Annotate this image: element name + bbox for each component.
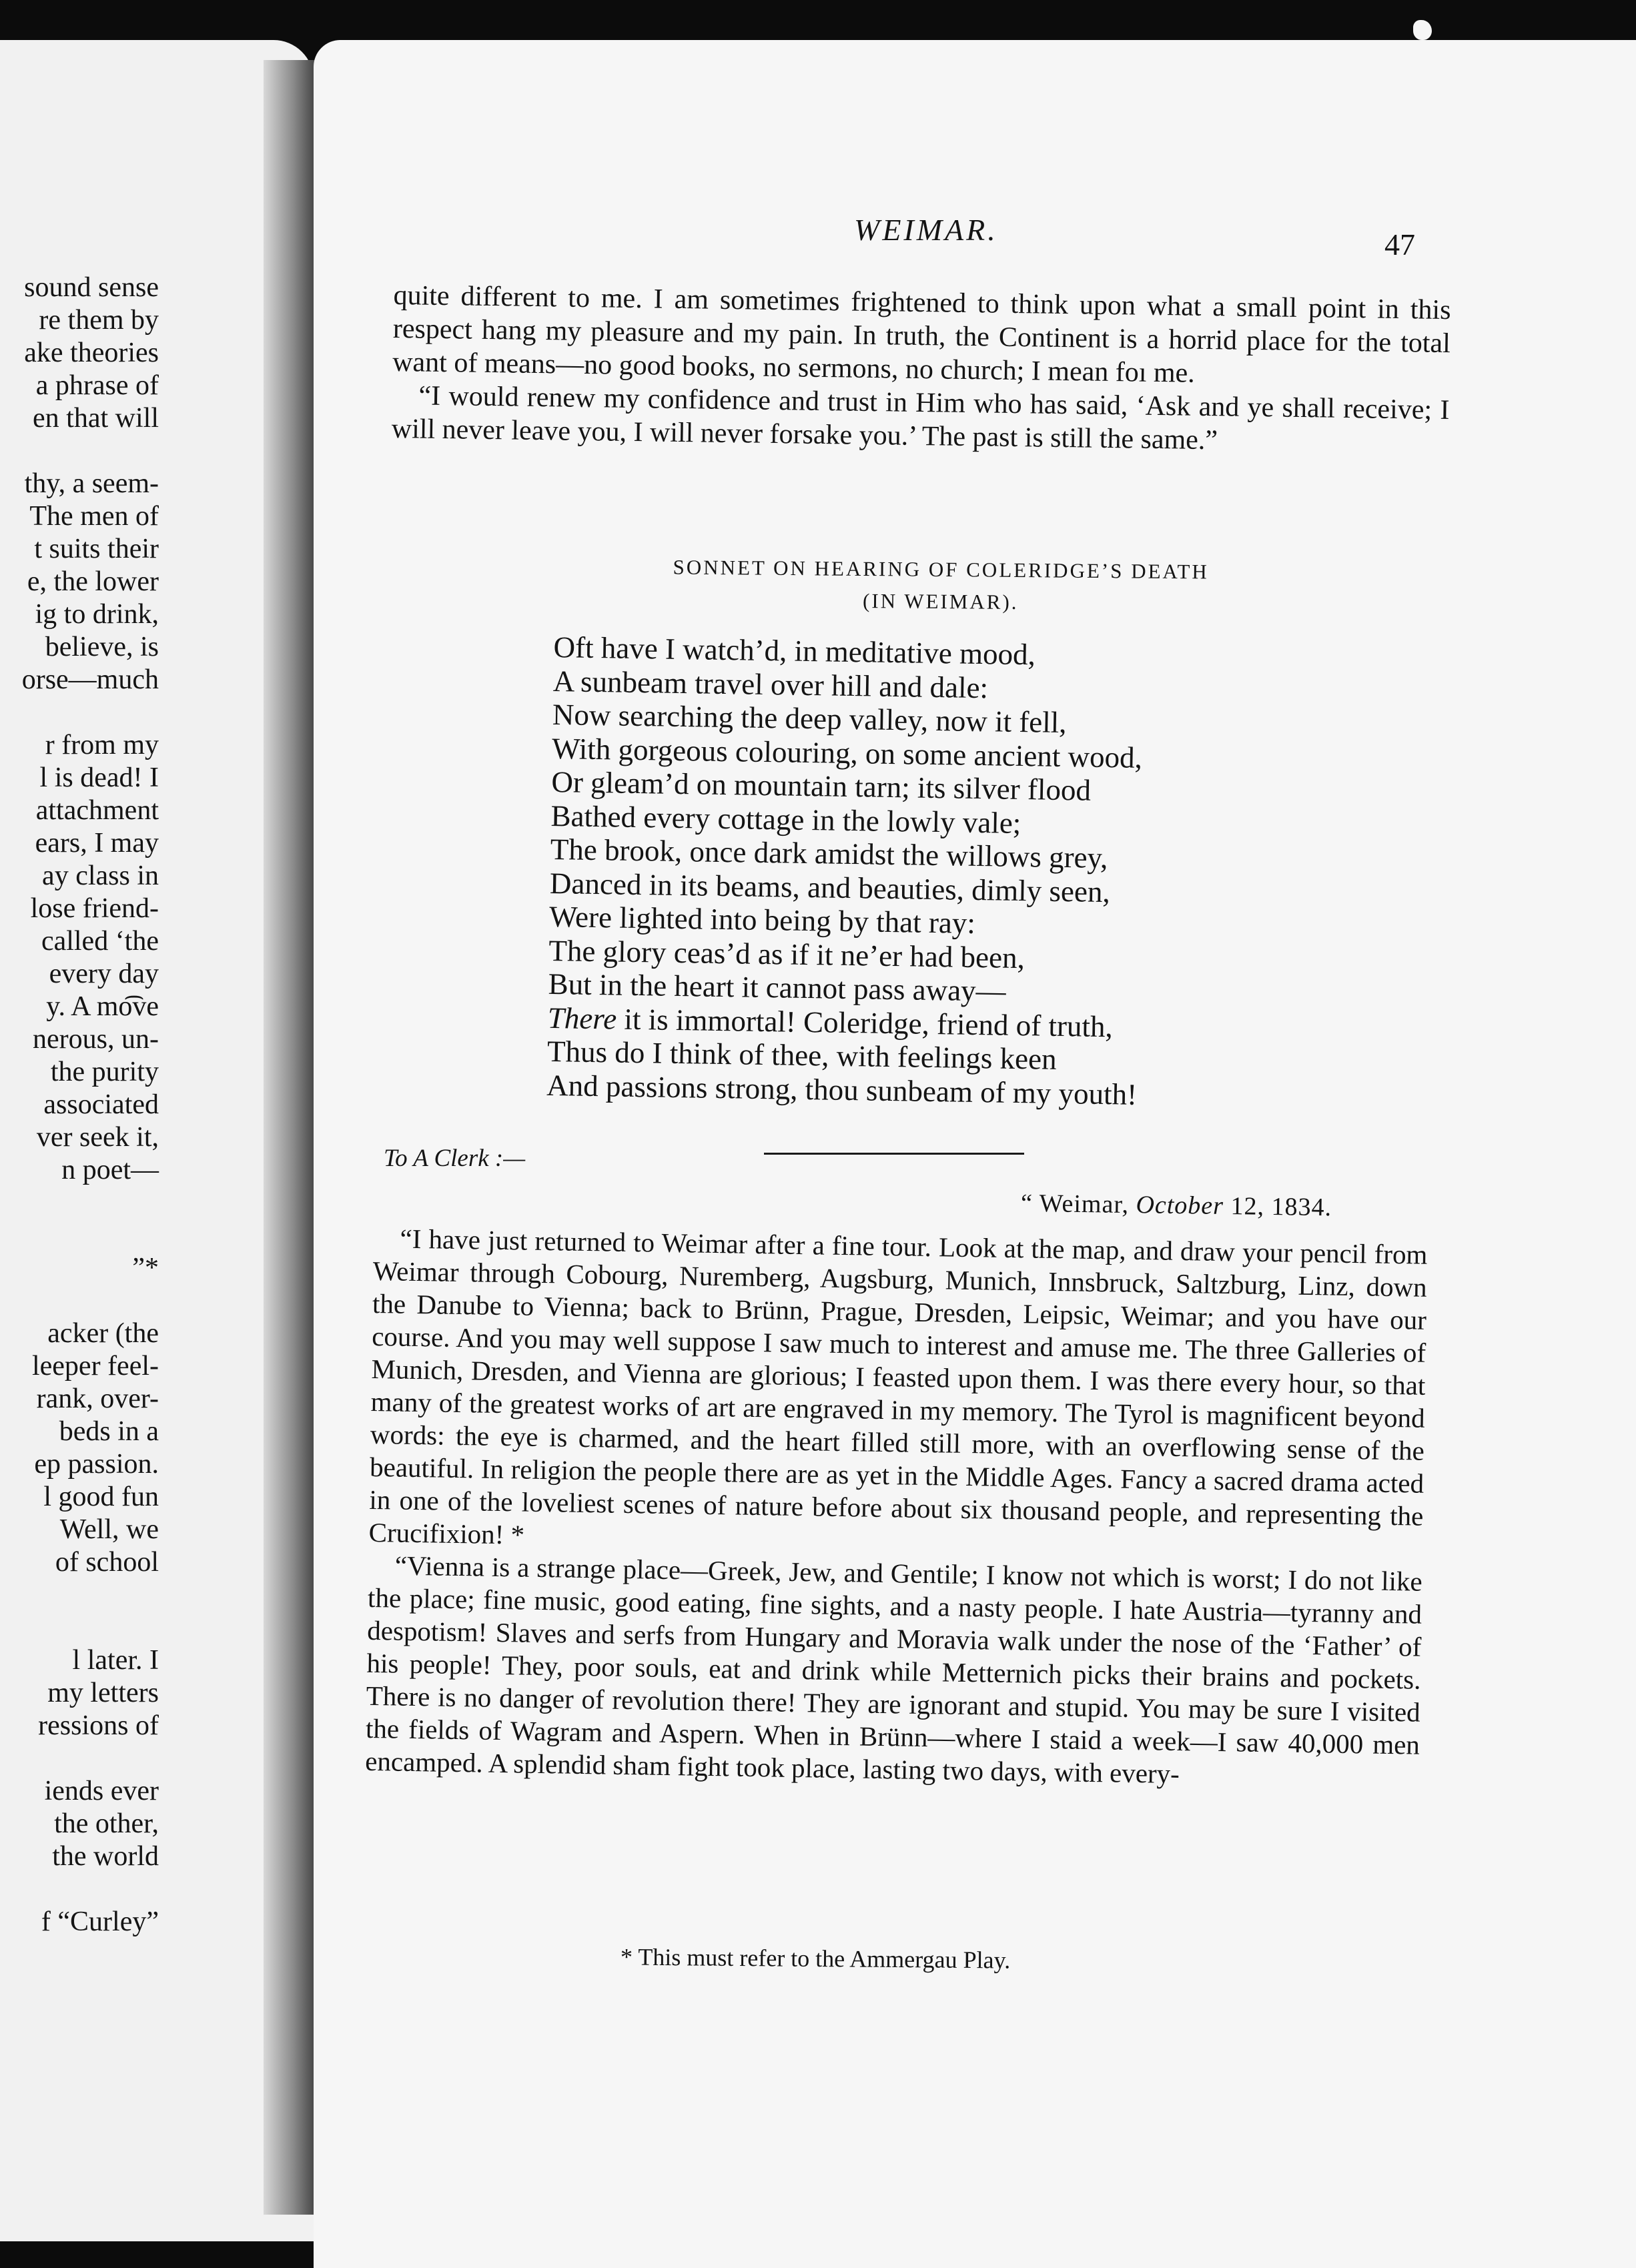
footnote: * This must refer to the Ammergau Play. <box>620 1943 1011 1974</box>
left-page-line: associated <box>43 1089 159 1120</box>
poem-line: But in the heart it cannot pass away— <box>548 967 1007 1008</box>
left-page-line: attachment <box>35 795 159 826</box>
left-page-line: ver seek it, <box>36 1122 159 1153</box>
opening-paragraphs <box>392 279 1451 460</box>
poem-line: Were lighted into being by that ray: <box>548 899 976 940</box>
letter-paragraph: “Vienna is a strange place—Greek, Jew, and Gentile; I know not which is worst; I do not like the place; fine music, good eating, fine sights, and a nasty people. I hate Austria—tyranny and despotism! Slaves and serfs from Hungary and Moravia walk under the nose of the ‘Father’ of his people! They, poor souls, eat and drink while Metternich picks their brains and pockets. There is no danger of revolution there! They are ignorant and stupid. You may be sure I visited the fields of Wagram and Aspern. When in Brünn—where I staid a week—I saw 40,000 men encamped. A splendid sham fight took place, lasting two days, with every- <box>364 1550 1423 1790</box>
left-page-line: ig to drink, <box>35 599 159 630</box>
left-page-line: en that will <box>33 403 159 434</box>
left-page-line: beds in a <box>59 1416 159 1447</box>
poem-line: Now searching the deep valley, now it fell, <box>552 697 1067 740</box>
left-page-line: r from my <box>45 730 159 760</box>
left-page-line: every day <box>49 959 159 989</box>
left-page-line: the purity <box>50 1057 159 1087</box>
poem-line: Or gleam’d on mountain tarn; its silver flood <box>551 764 1092 807</box>
dateline-rest: 12, 1834. <box>1223 1191 1332 1222</box>
poem-italic-word: There <box>547 1001 617 1036</box>
left-page-line: thy, a seem- <box>24 468 159 499</box>
poem-line: The brook, once dark amidst the willows grey, <box>550 832 1108 875</box>
letter-body <box>365 1222 1428 1794</box>
sonnet-title <box>580 550 1302 620</box>
left-page-line: ake theories <box>24 338 159 368</box>
poem-line: And passions strong, thou sunbeam of my youth! <box>546 1068 1138 1111</box>
left-page-line: l is dead! I <box>39 762 159 793</box>
poem-line: Bathed every cottage in the lowly vale; <box>550 798 1021 840</box>
dateline-month: October <box>1136 1191 1224 1220</box>
left-page-line: ep passion. <box>34 1449 159 1480</box>
left-page-line: f “Curley” <box>41 1906 159 1937</box>
paragraph: “I would renew my confidence and trust in Him who has said, ‘Ask and ye shall receive; I will never leave you, I will never forsake you.’ The past is still the same.” <box>391 380 1450 456</box>
left-page-line: a phrase of <box>35 370 159 401</box>
sonnet-title-line: (IN WEIMAR). <box>862 588 1019 614</box>
left-page-line: ”* <box>132 1253 159 1283</box>
left-page-line: believe, is <box>45 632 159 662</box>
poem-line-rest: it is immortal! Coleridge, friend of truth, <box>616 1002 1114 1043</box>
left-page-line: The men of <box>29 501 159 532</box>
running-title: WEIMAR. <box>854 213 998 247</box>
left-page-line: orse—much <box>21 664 159 695</box>
left-page-line: Well, we <box>59 1514 159 1545</box>
poem-line: The glory ceas’d as if it ne’er had been, <box>548 933 1026 975</box>
poem-line: A sunbeam travel over hill and dale: <box>552 664 989 704</box>
left-page-line: ears, I may <box>35 828 159 859</box>
left-page-line: rank, over- <box>36 1383 159 1414</box>
poem-line: Danced in its beams, and beauties, dimly seen, <box>549 866 1111 909</box>
left-page-line: iends ever <box>44 1776 159 1806</box>
left-page-line: l later. I <box>72 1645 159 1676</box>
sonnet-title-line: SONNET ON HEARING OF COLERIDGE’S DEATH <box>673 555 1209 584</box>
left-page-line: acker (the <box>47 1318 159 1349</box>
section-rule <box>764 1153 1024 1155</box>
left-page-line: of school <box>55 1547 159 1578</box>
left-page-line: ay class in <box>42 861 159 891</box>
letter-dateline <box>1021 1189 1332 1223</box>
left-page-line: the other, <box>54 1808 159 1839</box>
poem-line: With gorgeous colouring, on some ancient wood, <box>551 731 1143 774</box>
left-page-line: the world <box>52 1841 159 1872</box>
poem-line: Oft have I watch’d, in meditative mood, <box>553 630 1036 672</box>
sonnet-poem <box>546 630 1301 1114</box>
left-page-line: leeper feel- <box>31 1351 159 1381</box>
left-page-line: called ‘the <box>41 926 159 957</box>
page-number: 47 <box>1384 227 1415 261</box>
page-corner-mark <box>1413 20 1432 40</box>
left-page-line: n poet— <box>61 1155 159 1185</box>
left-page-line: lose friend- <box>30 893 159 924</box>
left-page-line: re them by <box>39 305 159 336</box>
left-page-line: y. A mo͡ve <box>46 991 159 1022</box>
left-page-line: l good fun <box>43 1482 159 1512</box>
left-page-line: e, the lower <box>27 566 159 597</box>
left-page-line: ressions of <box>38 1710 159 1741</box>
letter-paragraph: “I have just returned to Weimar after a fine tour. Look at the map, and draw your pencil from Weimar through Cobourg, Nuremberg, Augsburg, Munich, Innsbruck, Saltzburg, Linz, down the Danube to Vienna; back to Brünn, Prague, Dresden, Leipsic, Weimar; and you have our course. And you may well suppose I saw much to interest and amuse me. The three Galleries of Munich, Dresden, and Vienna are glorious; I feasted upon them. I was there every hour, so that many of the greatest works of art are engraved in my memory. The Tyrol is magnificent beyond words: the eye is charmed, and the heart filled still more, with an overflowing sense of the beautiful. In religion the people there are as yet in the Middle Ages. Fancy a sacred drama acted in one of the loveliest scenes of nature before about six thousand people, and representing the Crucifixion! * <box>368 1223 1428 1550</box>
left-page-line: t suits their <box>34 534 159 564</box>
letter-salutation: To A Clerk :— <box>384 1145 526 1172</box>
poem-line: Thus do I think of thee, with feelings keen <box>546 1034 1057 1076</box>
left-page-line: nerous, un- <box>33 1024 159 1055</box>
dateline-place: “ Weimar, <box>1020 1189 1136 1219</box>
left-page-line: sound sense <box>24 272 159 303</box>
paragraph: quite different to me. I am sometimes frightened to think upon what a small point in this respect hang my pleasure and my pain. In truth, the Continent is a horrid place for the total want of means—no good books, no sermons, no church; I mean foı me. <box>392 279 1451 389</box>
left-page-line: my letters <box>47 1678 159 1708</box>
